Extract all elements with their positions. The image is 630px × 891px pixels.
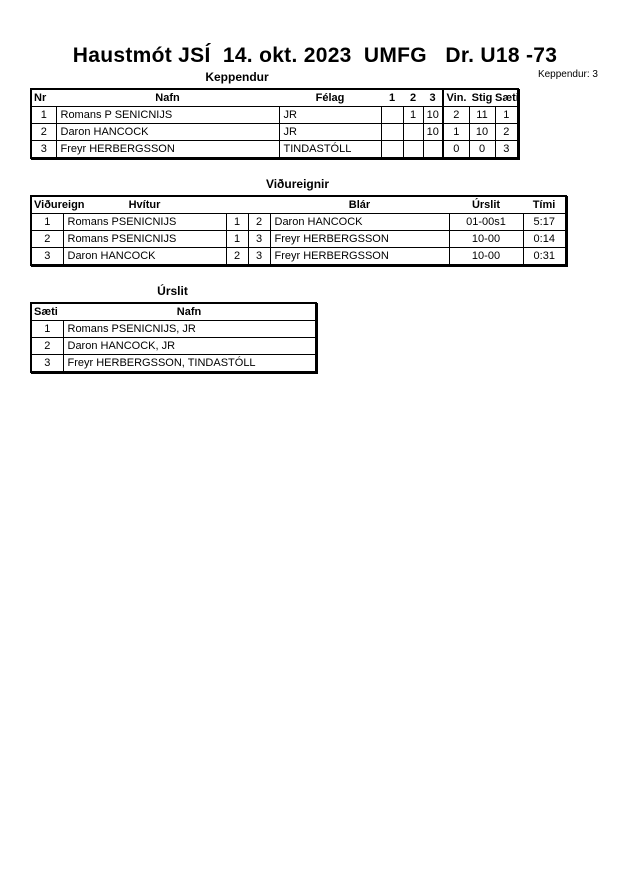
cell-felag: JR	[279, 124, 381, 141]
cell-blar-nr: 3	[248, 248, 270, 266]
cell-vin: 0	[443, 141, 469, 159]
vidureignir-table	[30, 195, 567, 266]
cell-blar: Freyr HERBERGSSON	[270, 231, 449, 248]
cell-hvitur-nr: 1	[226, 214, 248, 231]
col-header-vidureign: Viðureign	[34, 199, 85, 211]
cell-nr: 1	[31, 107, 56, 124]
cell-stig: 10	[469, 124, 495, 141]
table-row	[31, 124, 518, 141]
cell-timi: 5:17	[523, 214, 566, 231]
cell-urslit: 01-00s1	[449, 214, 523, 231]
section-title-vidureignir: Viðureignir	[265, 177, 330, 191]
cell-round2	[403, 124, 423, 141]
col-header-stig: Stig	[471, 92, 493, 104]
table-row	[31, 214, 566, 231]
table-row	[31, 338, 316, 355]
cell-stig: 0	[469, 141, 495, 159]
cell-round3	[423, 141, 443, 159]
cell-hvitur: Daron HANCOCK	[63, 248, 226, 266]
table-row	[31, 141, 518, 159]
urslit-header-row	[31, 303, 316, 321]
cell-match-nr: 1	[31, 214, 63, 231]
keppendur-header-row	[31, 89, 518, 107]
cell-hvitur-nr: 2	[226, 248, 248, 266]
col-header-round1: 1	[388, 92, 396, 104]
competitor-count: Keppendur: 3	[537, 69, 598, 80]
cell-saeti: 1	[31, 321, 63, 338]
col-header-nr: Nr	[34, 92, 47, 104]
cell-saeti: 1	[495, 107, 518, 124]
cell-hvitur-nr: 1	[226, 231, 248, 248]
col-header-hvitur: Hvítur	[128, 199, 161, 211]
cell-saeti: 3	[495, 141, 518, 159]
col-header-round2: 2	[409, 92, 417, 104]
cell-round2	[403, 141, 423, 159]
col-header-urslit: Úrslit	[471, 199, 501, 211]
cell-vin: 1	[443, 124, 469, 141]
cell-hvitur: Romans PSENICNIJS	[63, 231, 226, 248]
cell-nr: 3	[31, 141, 56, 159]
cell-vin: 2	[443, 107, 469, 124]
col-header-felag: Félag	[315, 92, 345, 104]
table-row	[31, 355, 316, 373]
table-row	[31, 107, 518, 124]
vidureignir-header-row	[31, 196, 566, 214]
col-header-round3: 3	[429, 92, 436, 104]
cell-match-nr: 3	[31, 248, 63, 266]
section-title-keppendur: Keppendur	[205, 70, 269, 84]
cell-stig: 11	[469, 107, 495, 124]
cell-round3: 10	[423, 107, 443, 124]
cell-nafn: Romans PSENICNIJS, JR	[63, 321, 316, 338]
cell-match-nr: 2	[31, 231, 63, 248]
cell-round1	[381, 124, 403, 141]
col-header-blar: Blár	[348, 199, 371, 211]
cell-saeti: 2	[495, 124, 518, 141]
cell-urslit: 10-00	[449, 231, 523, 248]
cell-nafn: Daron HANCOCK	[56, 124, 279, 141]
cell-nafn: Daron HANCOCK, JR	[63, 338, 316, 355]
col-header-saeti: Sæti	[495, 92, 519, 104]
cell-saeti: 2	[31, 338, 63, 355]
cell-timi: 0:14	[523, 231, 566, 248]
cell-saeti: 3	[31, 355, 63, 373]
table-row	[31, 231, 566, 248]
cell-nr: 2	[31, 124, 56, 141]
col-header-timi: Tími	[532, 199, 556, 211]
cell-blar-nr: 3	[248, 231, 270, 248]
table-row	[31, 321, 316, 338]
cell-felag: TINDASTÓLL	[279, 141, 381, 159]
cell-round1	[381, 107, 403, 124]
cell-urslit: 10-00	[449, 248, 523, 266]
col-header-num1	[226, 196, 248, 214]
cell-blar: Daron HANCOCK	[270, 214, 449, 231]
cell-round3: 10	[423, 124, 443, 141]
keppendur-table	[30, 88, 519, 159]
col-header-saeti: Sæti	[34, 306, 58, 318]
urslit-table	[30, 302, 317, 373]
cell-felag: JR	[279, 107, 381, 124]
cell-nafn: Freyr HERBERGSSON	[56, 141, 279, 159]
cell-nafn: Romans P SENICNIJS	[56, 107, 279, 124]
cell-round2: 1	[403, 107, 423, 124]
section-title-urslit: Úrslit	[157, 284, 188, 298]
col-header-nafn: Nafn	[155, 92, 180, 104]
page-title: Haustmót JSÍ 14. okt. 2023 UMFG Dr. U18 -73	[72, 44, 558, 67]
cell-nafn: Freyr HERBERGSSON, TINDASTÓLL	[63, 355, 316, 373]
col-header-vin: Vin.	[443, 89, 469, 107]
col-header-num2	[248, 196, 270, 214]
col-header-nafn: Nafn	[176, 306, 202, 318]
cell-hvitur: Romans PSENICNIJS	[63, 214, 226, 231]
cell-blar-nr: 2	[248, 214, 270, 231]
cell-round1	[381, 141, 403, 159]
cell-blar: Freyr HERBERGSSON	[270, 248, 449, 266]
cell-timi: 0:31	[523, 248, 566, 266]
table-row	[31, 248, 566, 266]
